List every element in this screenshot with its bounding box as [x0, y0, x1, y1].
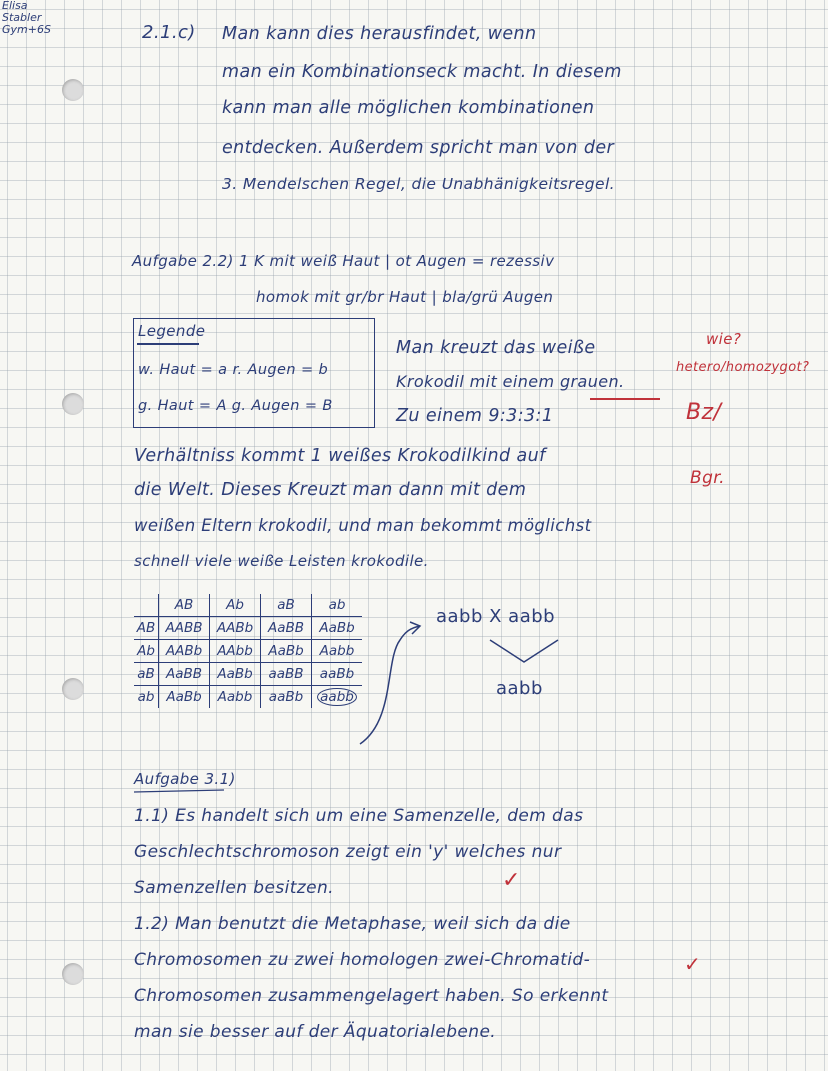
punnett-row-label: AB	[134, 617, 159, 640]
aufgabe-3-1-line: 1.2) Man benutzt die Metaphase, weil sich da die	[134, 914, 571, 934]
section-number: 2.1.c)	[142, 22, 196, 43]
punnett-cell: aaBB	[261, 663, 312, 686]
checkmark-2: ✓	[684, 952, 701, 976]
teacher-note: hetero/homozygot?	[676, 360, 810, 375]
section-2-1-c-line: 3. Mendelschen Regel, die Unabhänigkeitsregel.	[222, 175, 615, 193]
punnett-cell: Aabb	[312, 640, 363, 663]
punnett-header-cell: Ab	[210, 594, 261, 617]
legend-title: Legende	[138, 322, 206, 340]
punnett-cell: Aabb	[210, 686, 261, 709]
punnett-header-cell: ab	[312, 594, 363, 617]
teacher-note: Bgr.	[690, 468, 725, 488]
paragraph-line: weißen Eltern krokodil, und man bekommt möglichst	[134, 516, 592, 535]
punnett-row-label: ab	[134, 686, 159, 709]
paragraph-line: die Welt. Dieses Kreuzt man dann mit dem	[134, 480, 527, 500]
punnett-cell: AaBb	[261, 640, 312, 663]
teacher-note: Bz/	[686, 400, 722, 425]
punnett-cell: AaBb	[210, 663, 261, 686]
section-2-1-c-line: entdecken. Außerdem spricht man von der	[222, 138, 615, 158]
punnett-cell: AAbb	[210, 640, 261, 663]
aufgabe-3-1-line: Chromosomen zu zwei homologen zwei-Chromatid-	[134, 950, 591, 970]
punnett-cell: AaBB	[261, 617, 312, 640]
punnett-cell: AaBB	[159, 663, 210, 686]
aufgabe-3-1-line: Samenzellen besitzen.	[134, 878, 334, 898]
margin-note-line: Elisa	[2, 0, 28, 12]
section-2-1-c-line: kann man alle möglichen kombinationen	[222, 98, 595, 118]
punnett-cell: AABb	[159, 640, 210, 663]
section-2-1-c-line: man ein Kombinationseck macht. In diesem	[222, 62, 622, 82]
cross-offspring: aabb	[496, 678, 543, 699]
punnett-header-cell: AB	[159, 594, 210, 617]
checkmark-1: ✓	[502, 868, 521, 893]
cross-parents: aabb X aabb	[436, 606, 556, 627]
section-2-1-c-line: Man kann dies herausfindet, wenn	[222, 24, 537, 44]
paragraph-line: Verhältniss kommt 1 weißes Krokodilkind auf	[134, 446, 546, 466]
punnett-cell: AABB	[159, 617, 210, 640]
aufgabe-3-1-line: Chromosomen zusammengelagert haben. So erkennt	[134, 986, 609, 1006]
margin-note-line: Gym+6S	[2, 23, 51, 36]
circled-genotype: aabb	[317, 688, 357, 706]
aufgabe-3-1-underline	[134, 790, 224, 792]
punnett-cell: AaBb	[312, 617, 363, 640]
punnett-row-label: Ab	[134, 640, 159, 663]
paragraph-line: schnell viele weiße Leisten krokodile.	[134, 552, 429, 570]
punnett-header-cell: aB	[261, 594, 312, 617]
punnett-cell: aaBb	[312, 663, 363, 686]
punnett-cell: AaBb	[159, 686, 210, 709]
punnett-cell: aaBb	[261, 686, 312, 709]
punnett-row-label: aB	[134, 663, 159, 686]
legend-side-line: Man kreuzt das weiße	[396, 338, 596, 358]
arrow-to-cross	[360, 626, 420, 744]
legend-side-line: Zu einem 9:3:3:1	[396, 406, 554, 426]
cross-v-lines	[490, 640, 558, 662]
aufgabe-3-1-line: man sie besser auf der Äquatorialebene.	[134, 1022, 497, 1042]
legend-row-2: g. Haut = A g. Augen = B	[138, 398, 333, 414]
aufgabe-2-2-line2: homok mit gr/br Haut | bla/grü Augen	[256, 288, 554, 306]
teacher-note: wie?	[706, 330, 742, 348]
aufgabe-2-2-heading: Aufgabe 2.2) 1 K mit weiß Haut | ot Augen = rezessiv	[132, 252, 555, 270]
punnett-cell: AABb	[210, 617, 261, 640]
aufgabe-3-1-title: Aufgabe 3.1)	[134, 770, 236, 788]
legend-row-1: w. Haut = a r. Augen = b	[138, 362, 329, 378]
aufgabe-3-1-line: Geschlechtschromoson zeigt ein 'y' welches nur	[134, 842, 562, 862]
aufgabe-3-1-line: 1.1) Es handelt sich um eine Samenzelle, dem das	[134, 806, 584, 826]
margin-note-line: Stabler	[2, 11, 42, 24]
legend-side-line: Krokodil mit einem grauen.	[396, 372, 625, 391]
